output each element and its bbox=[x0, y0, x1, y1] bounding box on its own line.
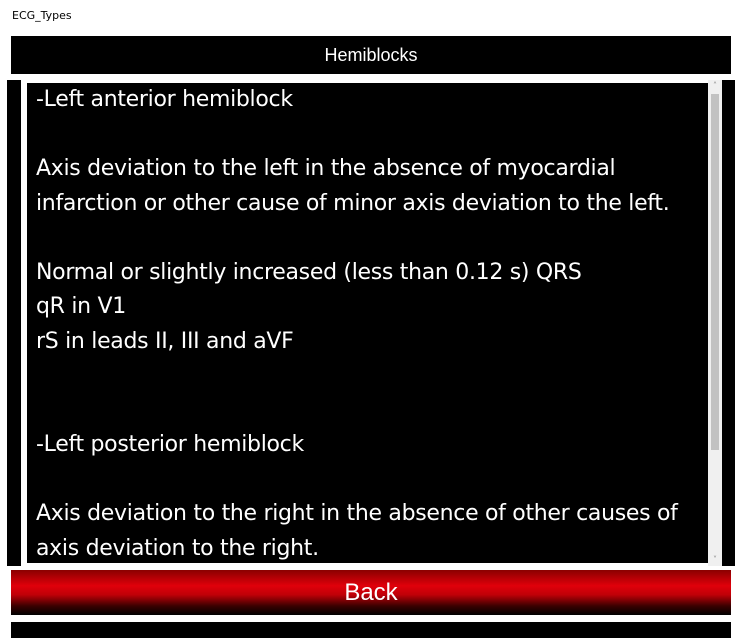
app-title: ECG_Types bbox=[12, 9, 72, 22]
back-button[interactable]: Back bbox=[11, 570, 731, 615]
left-frame-bar bbox=[7, 80, 21, 566]
vertical-scrollbar[interactable] bbox=[708, 80, 722, 566]
right-frame-bar bbox=[722, 80, 735, 566]
scroll-down-icon[interactable]: ˅ bbox=[713, 555, 717, 564]
content-text: -Left anterior hemiblock Axis deviation to the left in the absence of myocardial infarction or other cause of minor axis deviation to the left. Normal or slightly increased (less than 0.12 s) QRS qR in V1 rS in leads II, III and aVF -Left posterior hemiblock Axis deviation to the right in the absence of other causes of axis deviation to the right. bbox=[36, 87, 678, 561]
content-panel[interactable] bbox=[24, 80, 722, 566]
title-bar bbox=[0, 0, 742, 32]
page-title: Hemiblocks bbox=[11, 36, 731, 74]
scroll-up-icon[interactable]: ˄ bbox=[713, 81, 717, 90]
footer-bar bbox=[11, 622, 731, 638]
scroll-thumb[interactable] bbox=[711, 94, 719, 450]
